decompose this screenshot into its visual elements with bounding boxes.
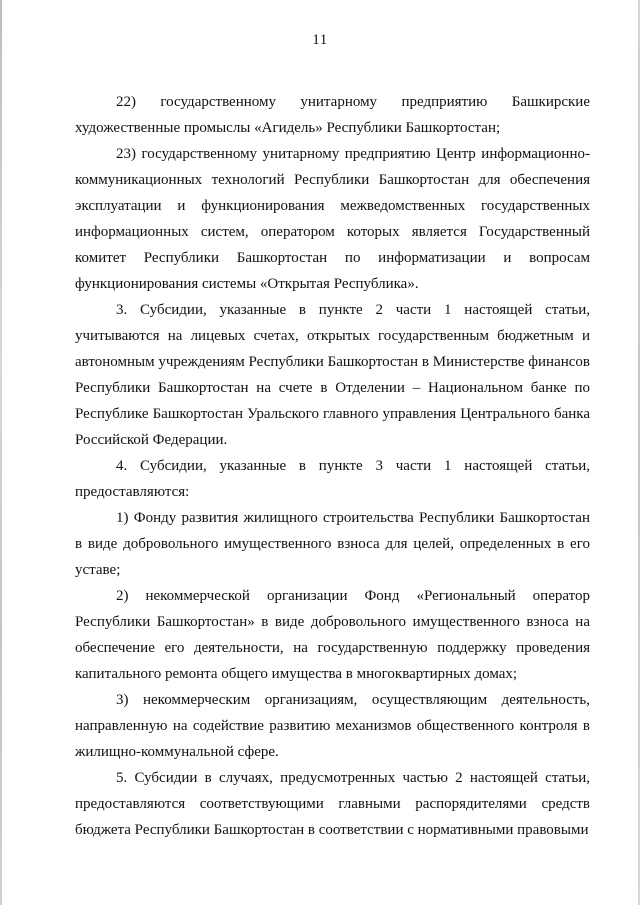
paragraph-subitem-3: 3) некоммерческим организациям, осуществляющим деятельность, направленную на содействие развитию механизмов общественного контроля в жилищно-коммунальной сфере. <box>75 692 590 760</box>
scan-edge-left <box>0 0 2 905</box>
paragraph-section-3: 3. Субсидии, указанные в пункте 2 части 1 настоящей статьи, учитываются на лицевых счетах, открытых государственным бюджетным и автономным учреждениям Республики Башкортостан в Министерстве финансов Республики Башкортостан на счете в Отделении – Национальном банке по Республике Башкортостан Уральского главного управления Центрального банка Российской Федерации. <box>75 302 590 448</box>
paragraph-subitem-2: 2) некоммерческой организации Фонд «Региональный оператор Республики Башкортостан» в виде добровольного имущественного взноса на обеспечение его деятельности, на государственную поддержку проведения капитального ремонта общего имущества в многоквартирных домах; <box>75 588 590 682</box>
page-number: 11 <box>312 32 328 48</box>
document-body <box>75 89 590 843</box>
paragraph-item-22: 22) государственному унитарному предприятию Башкирские художественные промыслы «Агидель» Республики Башкортостан; <box>75 94 590 136</box>
paragraph-section-4: 4. Субсидии, указанные в пункте 3 части 1 настоящей статьи, предоставляются: <box>75 458 590 500</box>
paragraph-section-5: 5. Субсидии в случаях, предусмотренных частью 2 настоящей статьи, предоставляются соответствующими главными распорядителями средств бюджета Республики Башкортостан в соответствии с нормативными правовыми <box>75 770 590 838</box>
paragraph-subitem-1: 1) Фонду развития жилищного строительства Республики Башкортостан в виде добровольного имущественного взноса для целей, определенных в его уставе; <box>75 510 590 578</box>
paragraph-item-23: 23) государственному унитарному предприятию Центр информационно-коммуникационных технологий Республики Башкортостан для обеспечения эксплуатации и функционирования межведомственных государственных информационных систем, оператором которых является Государственный комитет Республики Башкортостан по информатизации и вопросам функционирования системы «Открытая Республика». <box>75 146 590 292</box>
